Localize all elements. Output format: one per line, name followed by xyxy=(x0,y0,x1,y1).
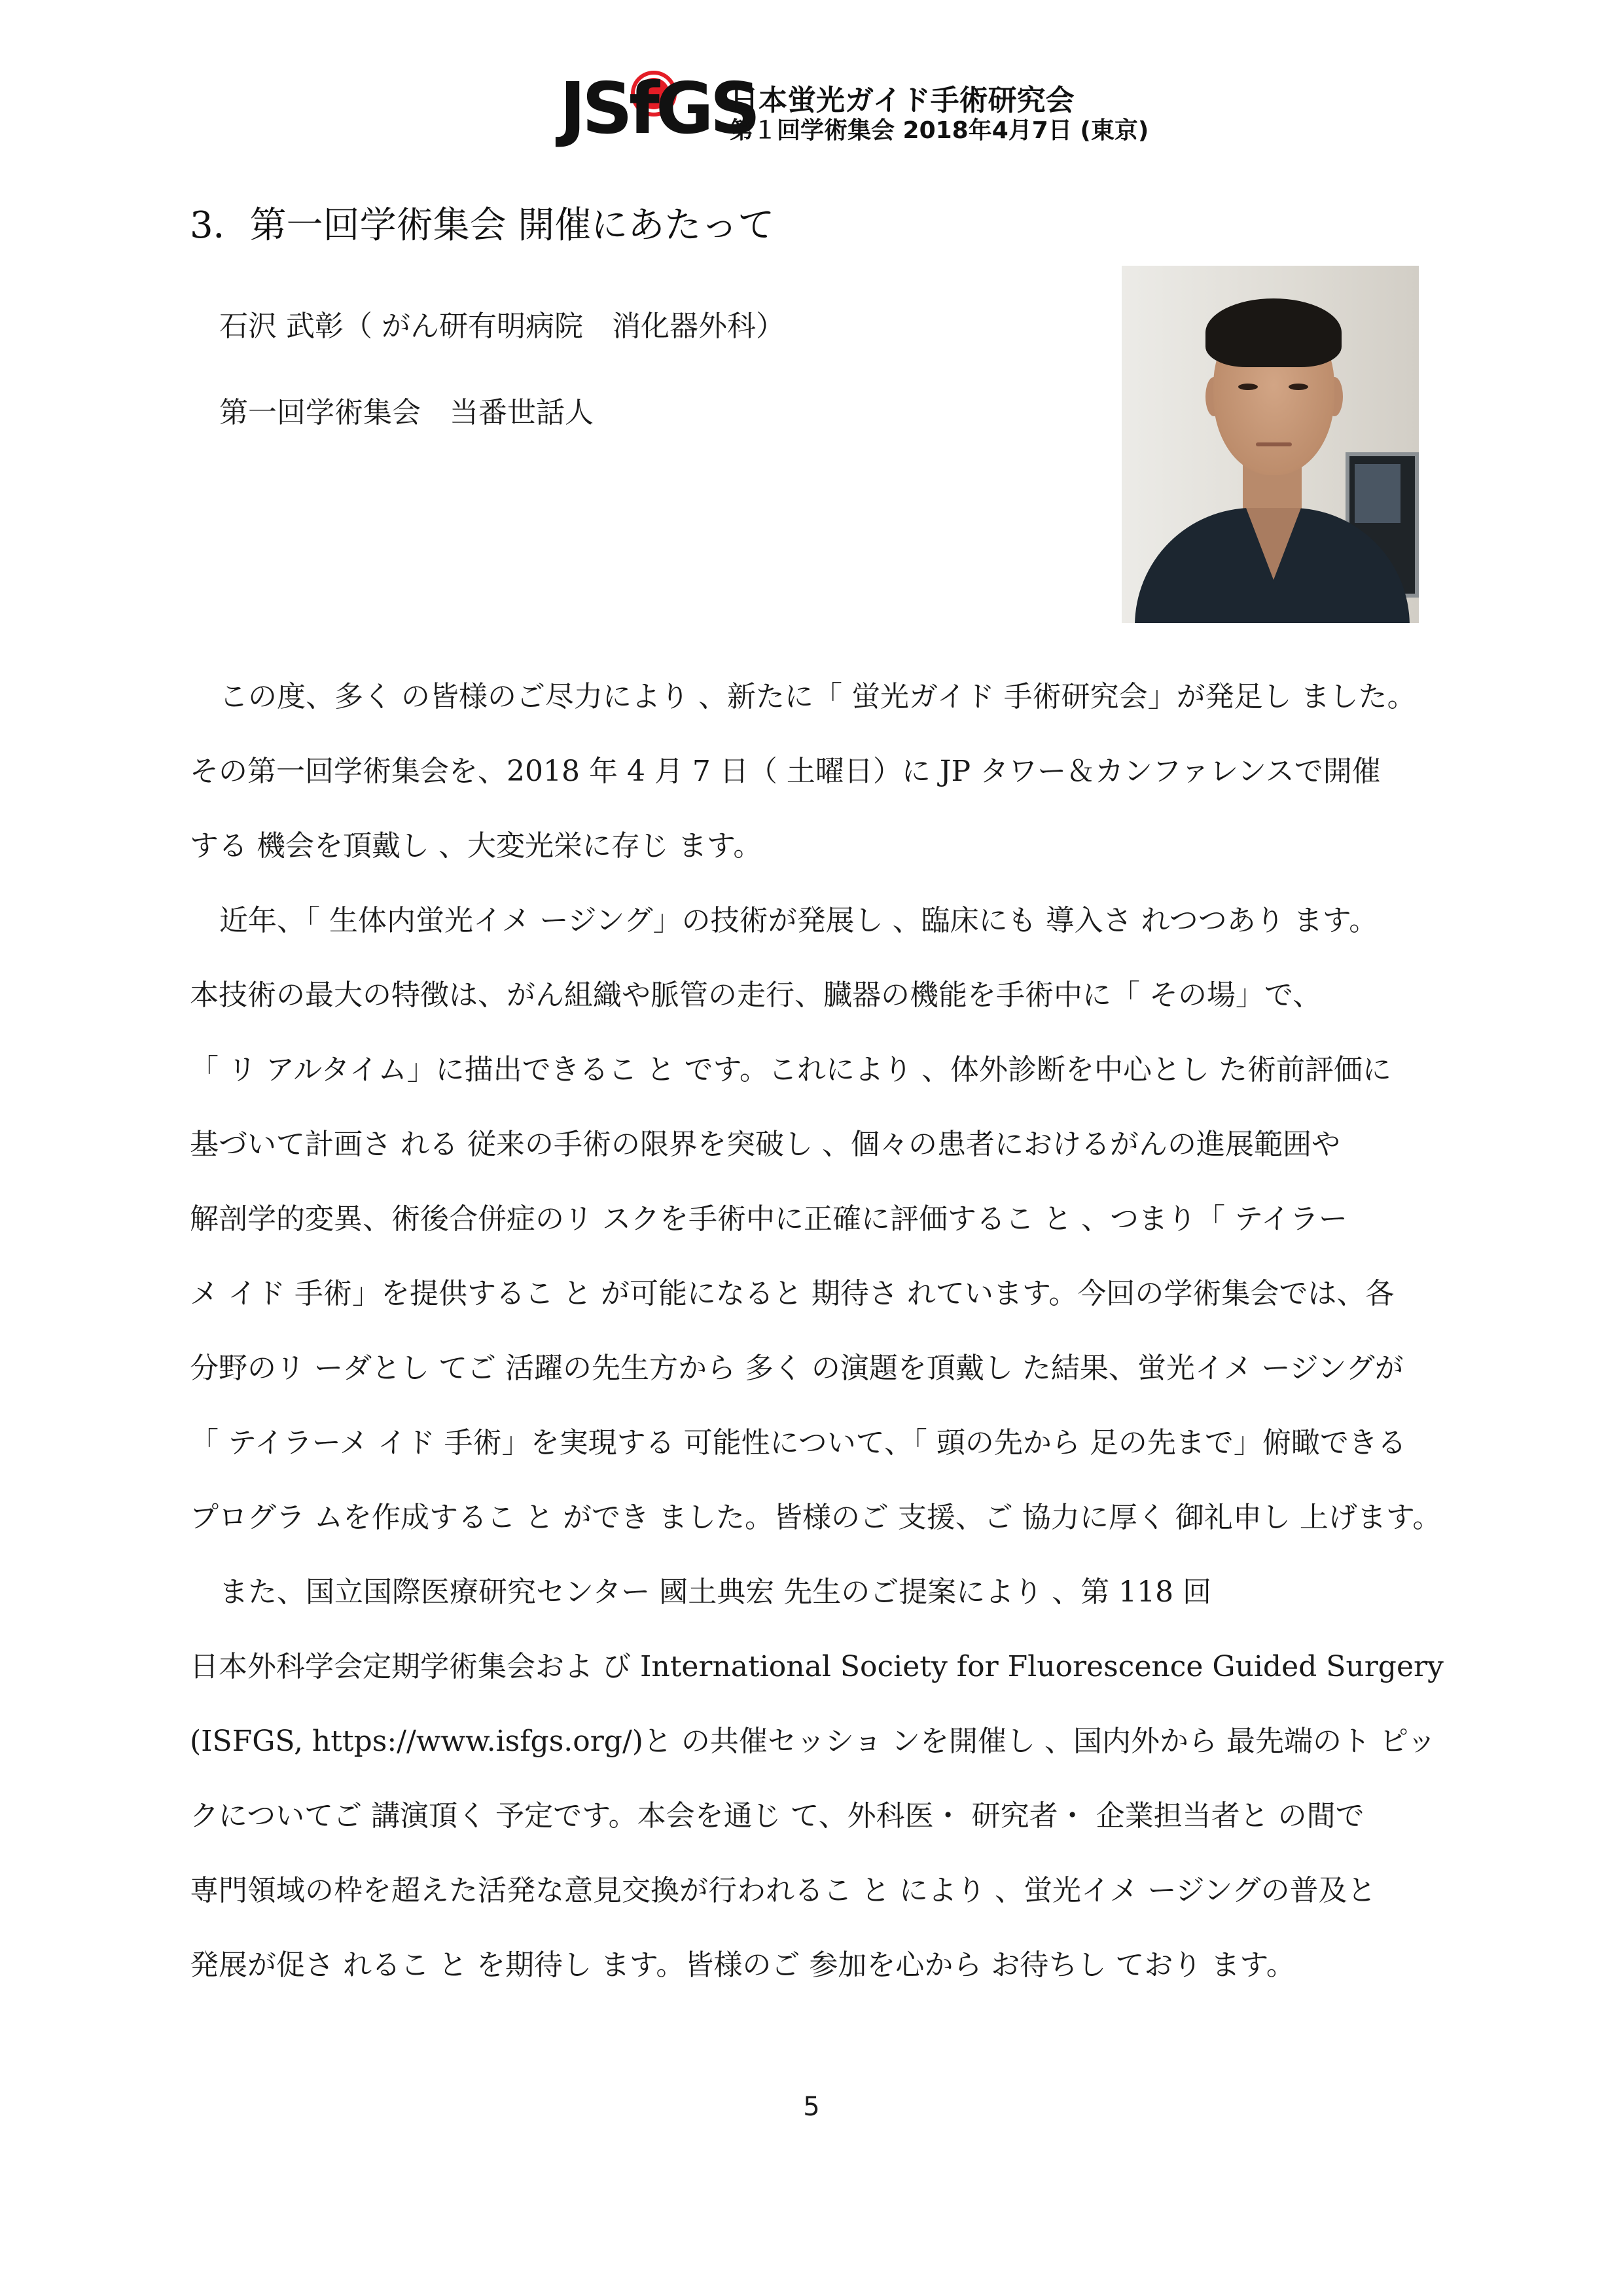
text-line: 本技術の最大の特徴は、がん組織や脈管の走行、臓器の機能を手術中に「 その場」で、 xyxy=(190,978,1322,1012)
text-line: 発展が促さ れるこ と を期待し ます。皆様のご 参加を心から お待ちし ており ます。 xyxy=(190,1948,1295,1982)
text-line: する 機会を頂戴し 、大変光栄に存じ ます。 xyxy=(190,829,762,863)
text-line: その第一回学術集会を、2018 年 4 月 7 日（ 土曜日）に JP タワー＆カンファレンスで開催 xyxy=(190,755,1381,788)
author-portrait-photo xyxy=(1122,266,1419,623)
text-line: 「 リ アルタイム」に描出できるこ と です。これにより 、体外診断を中心とし た術前評価に xyxy=(190,1053,1391,1086)
jsfgs-logo xyxy=(560,68,757,154)
logo-text: JSfGS xyxy=(560,68,757,150)
author-role: 第一回学術集会 当番世話人 xyxy=(219,396,594,429)
text-line: 近年、「 生体内蛍光イメ ージング」の技術が発展し 、臨床にも 導入さ れつつあり ます。 xyxy=(219,904,1378,937)
body-paragraph-2 xyxy=(190,884,1486,1555)
body-paragraph-1 xyxy=(190,660,1486,884)
page-number: 5 xyxy=(803,2092,820,2122)
text-line: プログラ ムを作成するこ と ができ ました。皆様のご 支援、ご 協力に厚く 御礼申し 上げます。 xyxy=(190,1501,1442,1534)
text-line: クについてご 講演頂く 予定です。本会を通じ て、外科医・ 研究者・ 企業担当者と の間で xyxy=(190,1799,1364,1833)
text-line: 解剖学的変異、術後合併症のリ スクを手術中に正確に評価するこ と 、つまり「 テイラー xyxy=(190,1202,1347,1236)
text-line: 分野のリ ーダとし てご 活躍の先生方から 多く の演題を頂戴し た結果、蛍光イメ ージングが xyxy=(190,1352,1404,1385)
text-line: また、国立国際医療研究センター 國土典宏 先生のご提案により 、第 118 回 xyxy=(219,1575,1212,1609)
society-title: 日本蛍光ガイド手術研究会 xyxy=(730,84,1075,117)
body-paragraph-3 xyxy=(190,1555,1486,2003)
text-line: 専門領域の枠を超えた活発な意見交換が行われるこ と により 、蛍光イメ ージングの普及と xyxy=(190,1874,1376,1907)
page-header xyxy=(560,68,1149,154)
text-line: 日本外科学会定期学術集会およ び International Society for Fluorescence Guided Surgery xyxy=(190,1650,1444,1683)
text-line: この度、多く の皆様のご尽力により 、新たに「 蛍光ガイド 手術研究会」が発足し ました。 xyxy=(219,680,1416,713)
text-line: 基づいて計画さ れる 従来の手術の限界を突破し 、個々の患者におけるがんの進展範囲や xyxy=(190,1128,1340,1161)
text-line: 「 テイラーメ イド 手術」を実現する 可能性について、「 頭の先から 足の先まで」俯瞰できる xyxy=(190,1426,1406,1460)
text-line: メ イド 手術」を提供するこ と が可能になると 期待さ れています。今回の学術集会では、各 xyxy=(190,1277,1395,1310)
text-line: (ISFGS, https://www.isfgs.org/)と の共催セッショ ンを開催し 、国内外から 最先端のト ピッ xyxy=(190,1725,1436,1758)
meeting-subtitle: 第１回学術集会 2018年4月7日 (東京) xyxy=(730,117,1149,144)
section-title: 3．第一回学術集会 開催にあたって xyxy=(190,204,775,247)
author-name-affiliation: 石沢 武彰（ がん研有明病院 消化器外科） xyxy=(219,310,785,343)
